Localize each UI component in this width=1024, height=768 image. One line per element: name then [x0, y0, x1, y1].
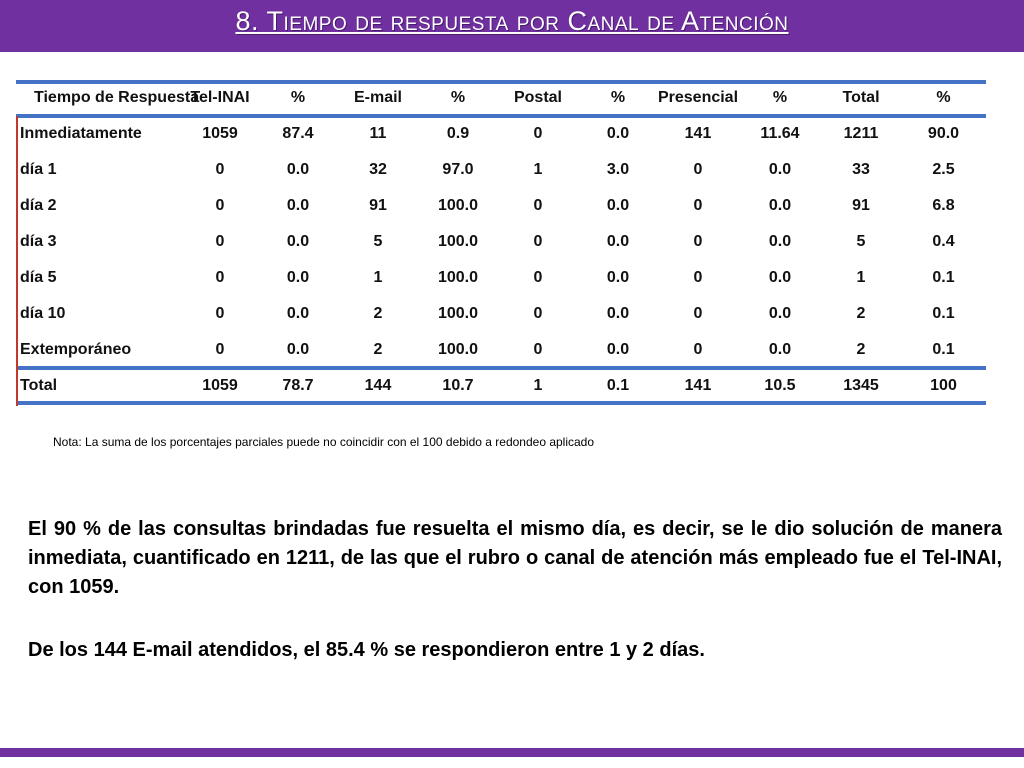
table-cell: 100 [930, 377, 957, 394]
row-label: Extemporáneo [20, 341, 132, 358]
table-cell: 0 [533, 341, 543, 358]
row-label: día 1 [20, 161, 57, 178]
table-cell: 1 [533, 161, 543, 178]
table-cell: 0.9 [446, 125, 470, 142]
table-cell: 2 [856, 305, 866, 322]
table-cell: 0 [215, 233, 225, 250]
table-cell: 87.4 [282, 125, 314, 142]
table-cell: 0.0 [286, 269, 310, 286]
table-cell: 2 [373, 341, 383, 358]
table-cell: 97.0 [442, 161, 474, 178]
table-cell: 0.0 [606, 233, 630, 250]
table-cell: 0.0 [606, 197, 630, 214]
column-header: % [936, 89, 951, 106]
table-cell: 0 [215, 161, 225, 178]
table-cell: 100.0 [437, 269, 479, 286]
table-cell: 0.0 [768, 161, 792, 178]
table-cell: 1 [533, 377, 543, 394]
column-header: Total [842, 89, 880, 106]
row-label: Inmediatamente [20, 125, 142, 142]
table-cell: 1059 [202, 377, 238, 394]
column-header: Tel-INAI [190, 89, 250, 106]
table-cell: 32 [369, 161, 387, 178]
table-cell: 0.1 [932, 341, 955, 358]
table-cell: 0.0 [606, 341, 630, 358]
table-cell: 0 [533, 125, 543, 142]
table-cell: 0 [215, 305, 225, 322]
table-cell: 100.0 [437, 341, 479, 358]
table-cell: 0 [693, 305, 703, 322]
table-cell: 0.0 [286, 197, 310, 214]
column-header: Presencial [657, 89, 739, 106]
table-cell: 100.0 [437, 197, 479, 214]
table-cell: 141 [684, 125, 712, 142]
table-cell: 0 [693, 161, 703, 178]
table-cell: 1059 [202, 125, 238, 142]
footer-bar [0, 748, 1024, 757]
table-cell: 5 [373, 233, 383, 250]
table-cell: 0 [215, 197, 225, 214]
table-cell: 33 [852, 161, 870, 178]
table-cell: 0 [693, 233, 703, 250]
table-total-row [16, 368, 986, 404]
table-cell: 0 [693, 341, 703, 358]
column-header: E-mail [353, 89, 402, 106]
table-cell: 0 [693, 197, 703, 214]
table-cell: 0 [533, 233, 543, 250]
table-cell: 0 [533, 269, 543, 286]
column-header: Postal [513, 89, 562, 106]
table-cell: 11 [369, 125, 387, 142]
table-cell: 0 [693, 269, 703, 286]
table-row [16, 296, 986, 332]
table-cell: 1 [373, 269, 383, 286]
table-cell: 0 [533, 305, 543, 322]
table-cell: 0.0 [606, 269, 630, 286]
table-cell: 0.0 [286, 161, 310, 178]
table-body [16, 116, 986, 404]
column-header: Tiempo de Respuesta [34, 89, 200, 106]
row-label: día 3 [20, 233, 57, 250]
column-header: % [610, 89, 626, 106]
table-cell: 1 [856, 269, 866, 286]
summary-paragraph-2: De los 144 E-mail atendidos, el 85.4 % se respondieron entre 1 y 2 días. [28, 639, 705, 661]
table-cell: 100.0 [437, 233, 479, 250]
table-cell: 6.8 [932, 197, 955, 214]
table-cell: 2 [373, 305, 383, 322]
table-cell: 0 [215, 341, 225, 358]
table-cell: 0.0 [606, 305, 630, 322]
row-label: día 2 [20, 197, 57, 214]
table-cell: 0 [215, 269, 225, 286]
table-row [16, 332, 986, 368]
table-note: Nota: La suma de los porcentajes parciales puede no coincidir con el 100 debido a redondeo aplicado [53, 435, 595, 449]
table-cell: 0.0 [768, 269, 792, 286]
table-header-row [16, 80, 986, 116]
table-cell: 0.0 [768, 197, 792, 214]
table-cell: 1211 [843, 125, 879, 142]
row-label: día 5 [20, 269, 57, 286]
table-cell: 0.0 [768, 233, 792, 250]
table-cell: 141 [684, 377, 712, 394]
table-cell: 5 [856, 233, 866, 250]
table-cell: 0.0 [286, 341, 310, 358]
table-cell: 0.1 [932, 269, 955, 286]
table-row [16, 116, 986, 152]
column-header: % [290, 89, 306, 106]
table-cell: 0.0 [286, 233, 310, 250]
table-cell: 91 [369, 197, 387, 214]
summary-paragraph-1: El 90 % de las consultas brindadas fue resuelta el mismo día, es decir, se le dio solución de manera inmediata, cuantificado en 1211, de las que el rubro o canal de atención más empleado fue el Tel-INAI, con 1059. [28, 518, 1002, 598]
table-cell: 91 [852, 197, 870, 214]
table-cell: 144 [364, 377, 392, 394]
table-cell: 0.4 [932, 233, 955, 250]
table-cell: 1345 [843, 377, 879, 394]
column-header: % [772, 89, 788, 106]
table-cell: 0 [533, 197, 543, 214]
table-row [16, 260, 986, 296]
table-cell: 0.0 [286, 305, 310, 322]
table-row [16, 188, 986, 224]
table-cell: 10.5 [764, 377, 796, 394]
table-cell: 0.1 [606, 377, 630, 394]
row-label: Total [20, 377, 58, 394]
response-time-table [16, 80, 986, 405]
slide-title: 8. Tiempo de respuesta por Canal de Atención [235, 6, 789, 36]
table-cell: 90.0 [927, 125, 960, 142]
table-cell: 100.0 [437, 305, 479, 322]
table-cell: 2 [856, 341, 866, 358]
table-row [16, 152, 986, 188]
table-cell: 0.0 [606, 125, 630, 142]
table-cell: 0.0 [768, 341, 792, 358]
table-cell: 0.1 [932, 305, 955, 322]
column-header: % [450, 89, 466, 106]
table-cell: 0.0 [768, 305, 792, 322]
table-cell: 3.0 [606, 161, 630, 178]
table-cell: 11.64 [760, 125, 800, 142]
data-table [16, 80, 986, 404]
table-cell: 2.5 [932, 161, 955, 178]
table-cell: 78.7 [282, 377, 314, 394]
table-row [16, 224, 986, 260]
table-cell: 10.7 [442, 377, 474, 394]
row-label: día 10 [20, 305, 66, 322]
